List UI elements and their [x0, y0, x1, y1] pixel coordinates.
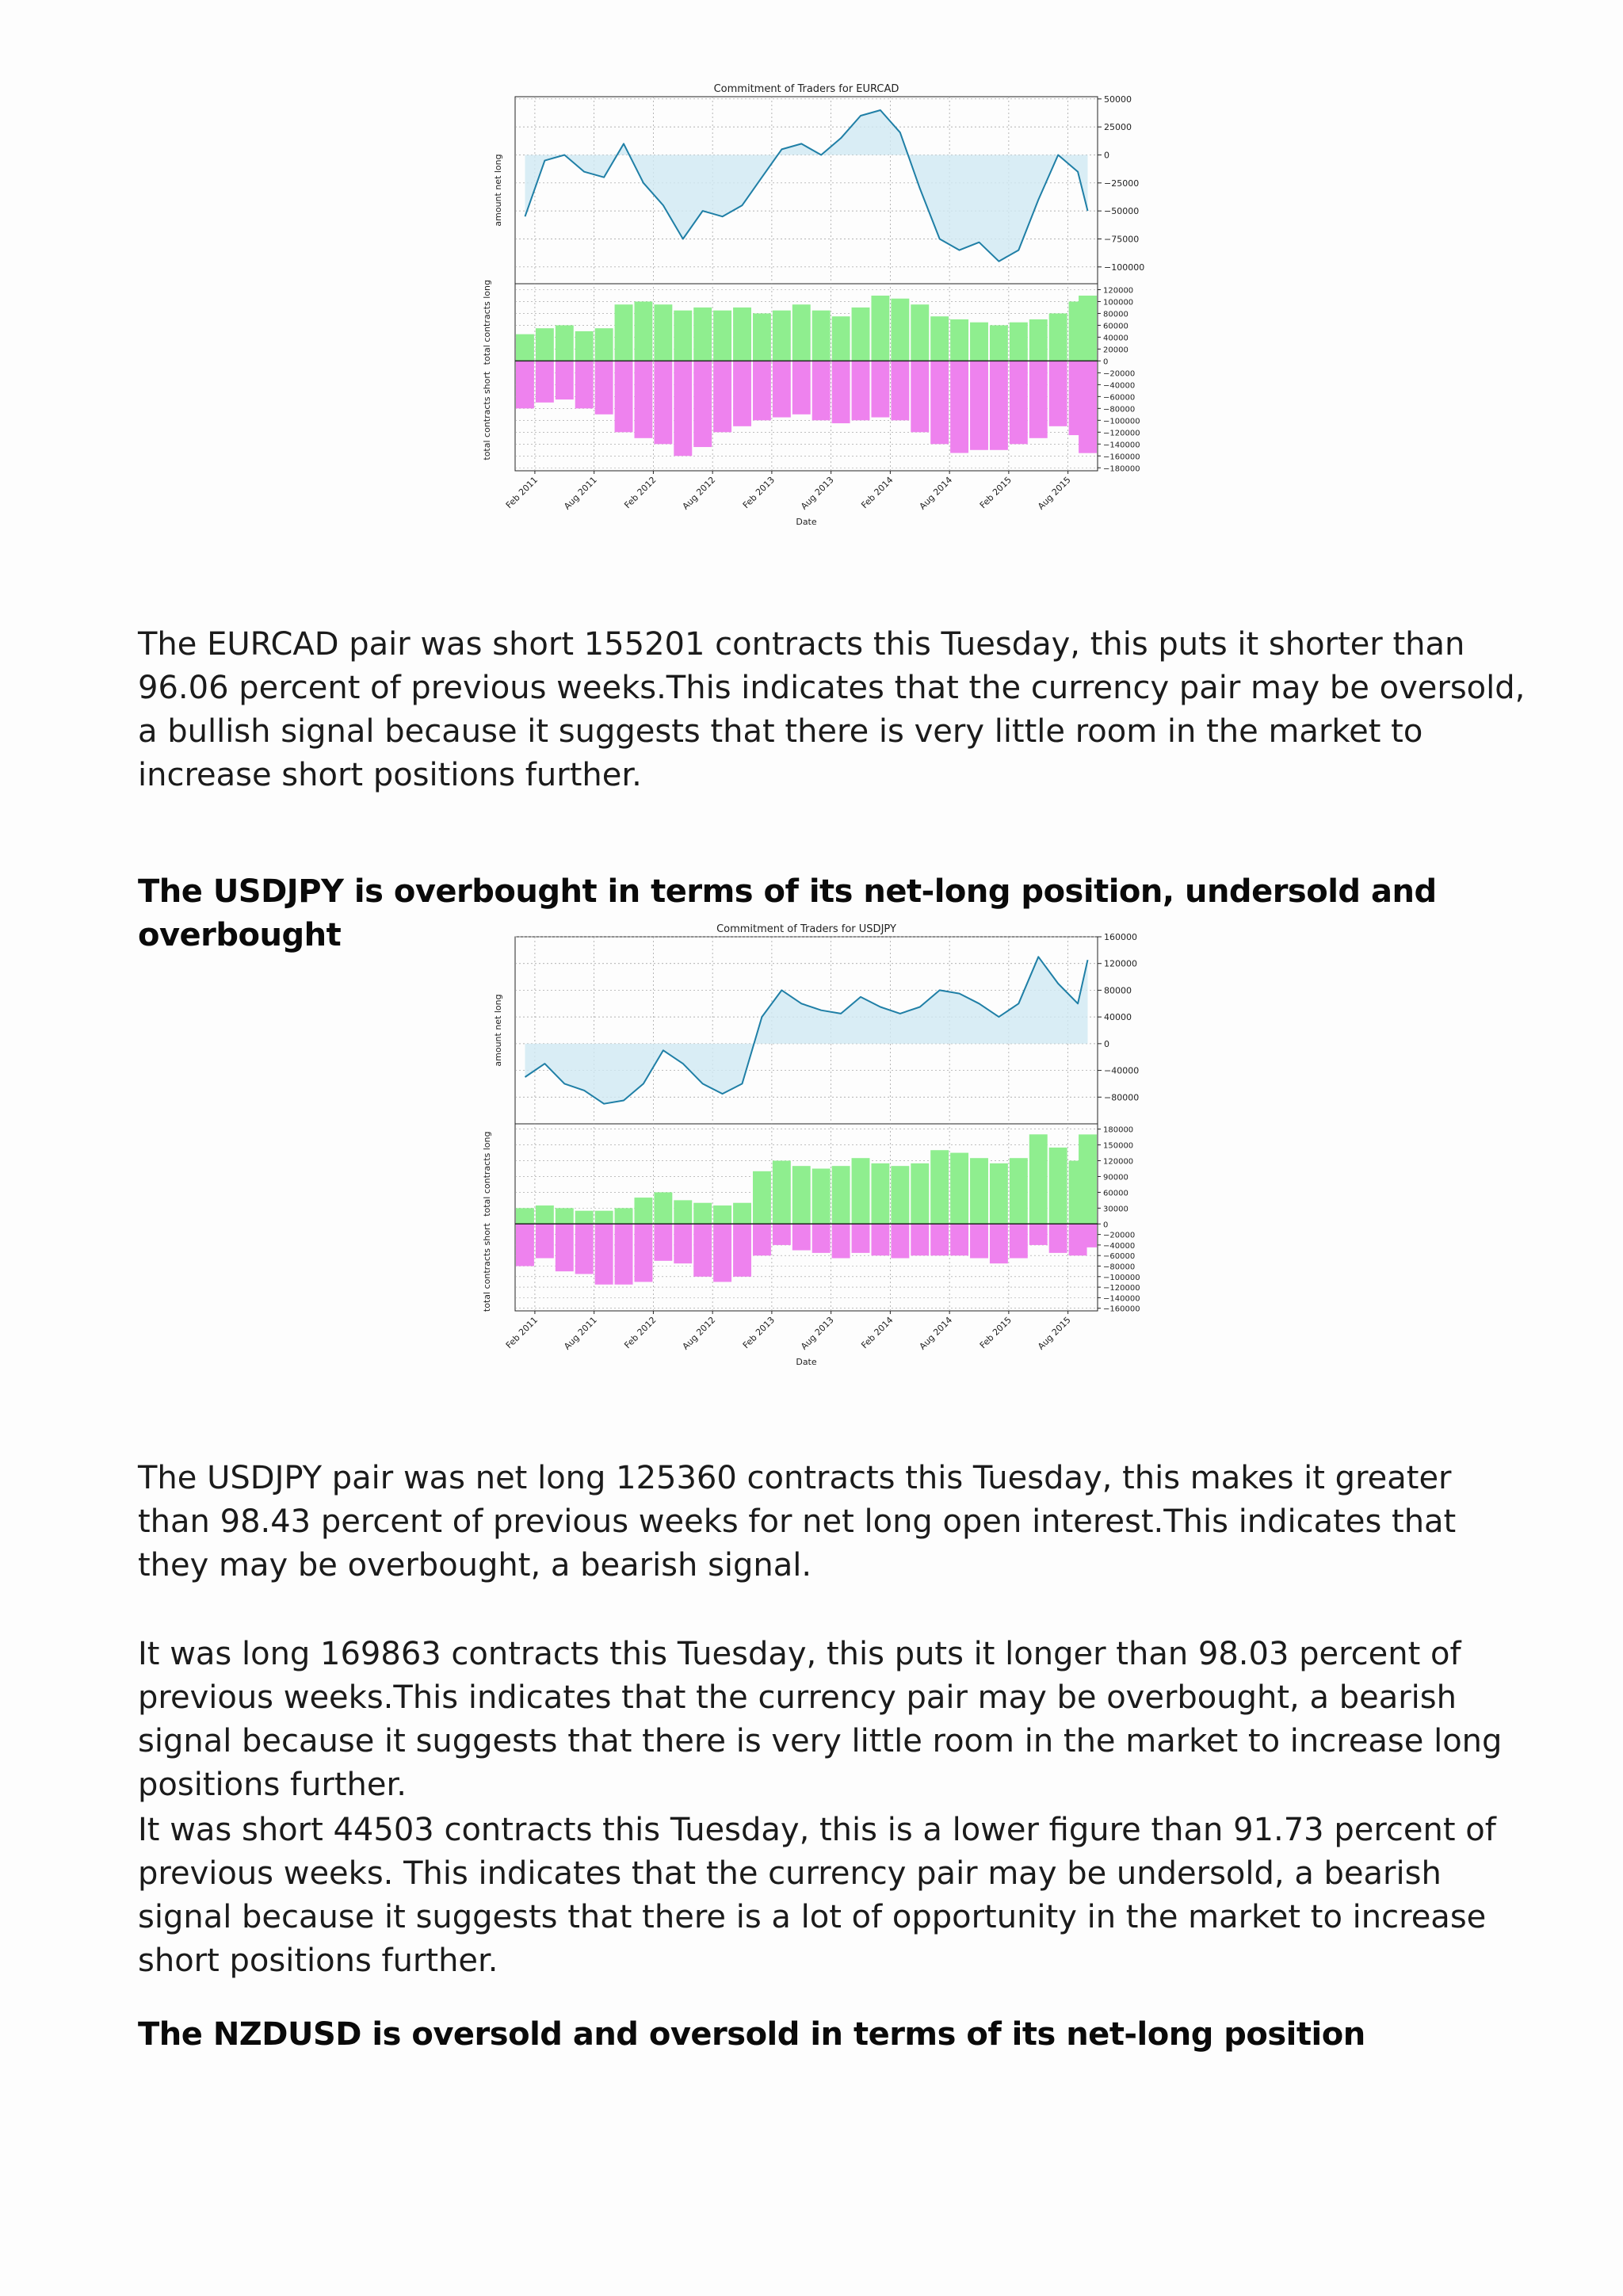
long-contracts-bar: [990, 325, 1008, 361]
long-contracts-bar: [773, 311, 791, 361]
short-contracts-bar: [713, 1224, 731, 1282]
net-y-tick-label: 40000: [1104, 1012, 1132, 1023]
short-contracts-bar: [930, 361, 949, 444]
short-contracts-bar: [911, 361, 929, 432]
short-contracts-bar: [852, 1224, 870, 1253]
nzdusd-heading: The NZDUSD is oversold and oversold in terms of its net-long position: [138, 2016, 1365, 2053]
long-contracts-bar: [733, 1203, 751, 1224]
short-contracts-bar: [812, 1224, 831, 1253]
x-tick-label: Aug 2013: [799, 474, 836, 512]
bar-y-tick-label: −20000: [1103, 1231, 1136, 1240]
short-contracts-bar: [733, 1224, 751, 1276]
bar-y-tick-label: 0: [1103, 1221, 1109, 1230]
bar-y-tick-label: −120000: [1103, 429, 1140, 438]
long-contracts-bar: [1079, 1134, 1097, 1224]
long-contracts-bar: [674, 311, 692, 361]
short-contracts-bar: [1029, 361, 1048, 437]
short-contracts-bar: [970, 1224, 988, 1258]
bar-y-tick-label: −140000: [1103, 441, 1140, 450]
long-contracts-bar: [556, 1208, 574, 1224]
x-tick-label: Feb 2015: [977, 474, 1014, 511]
chart-title: Commitment of Traders for USDJPY: [716, 923, 896, 935]
short-contracts-bar: [812, 361, 831, 420]
long-contracts-bar: [516, 334, 534, 361]
short-contracts-bar: [832, 361, 850, 423]
long-contracts-bar: [1029, 1134, 1048, 1224]
short-contracts-bar: [990, 1224, 1008, 1263]
short-contracts-bar: [930, 1224, 949, 1255]
short-contracts-bar: [615, 1224, 633, 1284]
bar-y-tick-label: −140000: [1103, 1294, 1140, 1304]
x-tick-label: Aug 2015: [1036, 474, 1073, 512]
net-axis-label: amount net long: [493, 154, 503, 227]
long-contracts-bar: [1079, 296, 1097, 361]
bar-y-tick-label: −100000: [1103, 1273, 1140, 1282]
usdjpy-short-paragraph: It was short 44503 contracts this Tuesday, this is a lower figure than 91.73 percent of previous weeks. This indicates that the currency pair may be undersold, a bearish signal because it suggests that there is a lot of opportunity in the market to increase short positions further.: [138, 1812, 1496, 1979]
usdjpy-net-long-paragraph: The USDJPY pair was net long 125360 contracts this Tuesday, this makes it greater than 98.43 percent of previous weeks for net long open interest.This indicates that they may be overbought, a bearish signal.: [138, 1460, 1457, 1584]
short-contracts-bar: [634, 361, 652, 437]
long-contracts-bar: [930, 316, 949, 361]
bar-y-tick-label: −160000: [1103, 1305, 1140, 1314]
net-long-fill: [525, 110, 1088, 262]
long-contracts-bar: [812, 311, 831, 361]
short-contracts-bar: [615, 361, 633, 432]
short-contracts-bar: [753, 361, 771, 420]
short-contracts-bar: [556, 361, 574, 399]
bar-y-tick-label: 20000: [1103, 346, 1128, 355]
usdjpy-cot-svg: [475, 919, 1189, 1379]
long-contracts-bar: [812, 1169, 831, 1224]
short-contracts-bar: [891, 361, 909, 420]
long-contracts-bar: [891, 1166, 909, 1224]
short-contracts-bar: [733, 361, 751, 426]
eurcad-summary-paragraph: The EURCAD pair was short 155201 contracts this Tuesday, this puts it shorter than 96.06 percent of previous weeks.This indicates that the currency pair may be oversold, a bullish signal because it suggests that there is very little room in the market to increase short positions further.: [138, 626, 1526, 793]
x-tick-label: Feb 2012: [622, 474, 659, 511]
long-contracts-bar: [852, 1158, 870, 1224]
short-contracts-bar: [595, 1224, 613, 1284]
x-tick-label: Aug 2013: [799, 1314, 836, 1352]
short-contracts-bar: [536, 361, 554, 402]
net-y-tick-label: −25000: [1104, 178, 1140, 189]
long-contracts-bar: [950, 1153, 968, 1224]
x-tick-label: Feb 2014: [859, 474, 896, 511]
short-contracts-bar: [713, 361, 731, 432]
long-contracts-bar: [615, 304, 633, 361]
long-contracts-bar: [970, 1158, 988, 1224]
long-contracts-bar: [950, 319, 968, 361]
short-contracts-bar: [693, 361, 712, 447]
short-contracts-bar: [871, 1224, 889, 1255]
long-contracts-bar: [753, 313, 771, 361]
short-axis-label: total contracts short: [482, 1223, 492, 1312]
long-contracts-bar: [970, 323, 988, 361]
bar-y-tick-label: −180000: [1103, 464, 1140, 474]
long-contracts-bar: [575, 1211, 594, 1224]
eurcad-cot-chart: [475, 79, 1189, 539]
long-contracts-bar: [911, 304, 929, 361]
bar-y-tick-label: −40000: [1103, 381, 1136, 391]
x-tick-label: Aug 2011: [562, 1314, 599, 1352]
short-contracts-bar: [575, 361, 594, 408]
short-axis-label: total contracts short: [482, 371, 492, 460]
short-contracts-bar: [634, 1224, 652, 1282]
bar-y-tick-label: −40000: [1103, 1241, 1136, 1251]
short-contracts-bar: [693, 1224, 712, 1276]
long-contracts-bar: [634, 1198, 652, 1224]
long-contracts-bar: [891, 299, 909, 361]
short-contracts-bar: [575, 1224, 594, 1274]
eurcad-cot-svg: [475, 79, 1189, 539]
long-contracts-bar: [595, 328, 613, 361]
short-contracts-bar: [773, 361, 791, 417]
net-y-tick-label: −50000: [1104, 206, 1140, 217]
net-y-tick-label: −100000: [1104, 262, 1145, 273]
bar-y-tick-label: −160000: [1103, 453, 1140, 462]
long-contracts-bar: [792, 1166, 811, 1224]
bar-y-tick-label: 80000: [1103, 310, 1128, 319]
bar-y-tick-label: 180000: [1103, 1125, 1134, 1135]
short-contracts-bar: [1049, 1224, 1067, 1253]
short-contracts-bar: [536, 1224, 554, 1258]
bar-y-tick-label: 40000: [1103, 334, 1128, 343]
bar-y-tick-label: −80000: [1103, 405, 1136, 415]
short-contracts-bar: [674, 361, 692, 456]
long-contracts-bar: [693, 308, 712, 361]
x-tick-label: Aug 2014: [917, 474, 955, 512]
net-y-tick-label: −40000: [1104, 1065, 1140, 1076]
x-axis-label: Date: [796, 1357, 817, 1367]
short-contracts-bar: [911, 1224, 929, 1255]
long-contracts-bar: [990, 1163, 1008, 1224]
short-contracts-bar: [852, 361, 870, 420]
bar-y-tick-label: 100000: [1103, 298, 1134, 308]
long-contracts-bar: [575, 331, 594, 361]
x-tick-label: Feb 2013: [740, 1314, 777, 1351]
long-contracts-bar: [773, 1161, 791, 1224]
bar-y-tick-label: 30000: [1103, 1205, 1128, 1214]
bar-y-tick-label: −20000: [1103, 369, 1136, 379]
long-contracts-bar: [753, 1171, 771, 1224]
net-y-tick-label: −75000: [1104, 234, 1140, 245]
bar-y-tick-label: 120000: [1103, 286, 1134, 296]
long-axis-label: total contracts long: [482, 1131, 492, 1217]
x-tick-label: Aug 2012: [680, 474, 718, 512]
short-contracts-bar: [792, 361, 811, 414]
x-tick-label: Feb 2013: [740, 474, 777, 511]
bar-y-tick-label: 0: [1103, 357, 1109, 367]
short-contracts-bar: [773, 1224, 791, 1245]
bar-y-tick-label: −100000: [1103, 417, 1140, 426]
short-contracts-bar: [950, 361, 968, 453]
long-contracts-bar: [792, 304, 811, 361]
long-contracts-bar: [615, 1208, 633, 1224]
short-contracts-bar: [1049, 361, 1067, 426]
bar-y-tick-label: 90000: [1103, 1173, 1128, 1182]
net-y-tick-label: 50000: [1104, 94, 1132, 105]
usdjpy-heading: The USDJPY is overbought in terms of its net-long position, undersold and overbought: [138, 873, 1437, 953]
long-contracts-bar: [713, 1205, 731, 1224]
long-contracts-bar: [852, 308, 870, 361]
short-contracts-bar: [674, 1224, 692, 1263]
long-contracts-bar: [1010, 1158, 1028, 1224]
short-contracts-bar: [1010, 361, 1028, 444]
long-contracts-bar: [674, 1200, 692, 1224]
bar-y-tick-label: −60000: [1103, 393, 1136, 403]
x-tick-label: Feb 2011: [503, 474, 540, 511]
bar-y-tick-label: 150000: [1103, 1141, 1134, 1151]
x-tick-label: Aug 2014: [917, 1314, 955, 1352]
long-contracts-bar: [556, 325, 574, 361]
usdjpy-long-paragraph: It was long 169863 contracts this Tuesday, this puts it longer than 98.03 percent of previous weeks.This indicates that the currency pair may be overbought, a bearish signal because it suggests that there is very little room in the market to increase long positions further.: [138, 1636, 1503, 1803]
x-tick-label: Aug 2015: [1036, 1314, 1073, 1352]
short-contracts-bar: [990, 361, 1008, 449]
short-contracts-bar: [516, 1224, 534, 1266]
chart-title: Commitment of Traders for EURCAD: [713, 83, 899, 95]
long-contracts-bar: [713, 311, 731, 361]
long-contracts-bar: [733, 308, 751, 361]
net-y-tick-label: 80000: [1104, 985, 1132, 996]
long-contracts-bar: [832, 316, 850, 361]
short-contracts-bar: [595, 361, 613, 414]
bar-y-tick-label: −80000: [1103, 1263, 1136, 1272]
net-axis-label: amount net long: [493, 994, 503, 1067]
long-contracts-bar: [634, 301, 652, 361]
net-y-tick-label: 0: [1104, 150, 1109, 161]
x-tick-label: Aug 2011: [562, 474, 599, 512]
long-contracts-bar: [832, 1166, 850, 1224]
long-contracts-bar: [654, 1192, 672, 1224]
net-y-tick-label: 160000: [1104, 932, 1137, 942]
net-y-tick-label: 120000: [1104, 958, 1137, 969]
x-tick-label: Feb 2015: [977, 1314, 1014, 1351]
short-contracts-bar: [871, 361, 889, 417]
short-contracts-bar: [654, 361, 672, 444]
bar-y-tick-label: −60000: [1103, 1252, 1136, 1262]
short-contracts-bar: [556, 1224, 574, 1271]
short-contracts-bar: [753, 1224, 771, 1255]
short-contracts-bar: [891, 1224, 909, 1258]
short-contracts-bar: [1029, 1224, 1048, 1245]
long-contracts-bar: [1010, 323, 1028, 361]
long-contracts-bar: [516, 1208, 534, 1224]
x-tick-label: Aug 2012: [680, 1314, 718, 1352]
long-contracts-bar: [693, 1203, 712, 1224]
long-contracts-bar: [536, 1205, 554, 1224]
long-contracts-bar: [595, 1211, 613, 1224]
long-contracts-bar: [911, 1163, 929, 1224]
long-contracts-bar: [930, 1150, 949, 1224]
bar-y-tick-label: 60000: [1103, 322, 1128, 331]
long-axis-label: total contracts long: [482, 280, 492, 365]
bar-y-tick-label: −120000: [1103, 1284, 1140, 1293]
long-contracts-bar: [871, 296, 889, 361]
long-contracts-bar: [1049, 313, 1067, 361]
short-contracts-bar: [950, 1224, 968, 1255]
net-y-tick-label: 25000: [1104, 122, 1132, 133]
net-long-fill: [525, 957, 1088, 1103]
long-contracts-bar: [654, 304, 672, 361]
usdjpy-cot-chart: [475, 919, 1189, 1379]
long-contracts-bar: [536, 328, 554, 361]
x-axis-label: Date: [796, 517, 817, 527]
long-contracts-bar: [1029, 319, 1048, 361]
short-contracts-bar: [832, 1224, 850, 1258]
x-tick-label: Feb 2012: [622, 1314, 659, 1351]
long-contracts-bar: [871, 1163, 889, 1224]
short-contracts-bar: [1079, 361, 1097, 453]
x-tick-label: Feb 2014: [859, 1314, 896, 1351]
x-tick-label: Feb 2011: [503, 1314, 540, 1351]
net-y-tick-label: 0: [1104, 1038, 1109, 1049]
long-contracts-bar: [1049, 1148, 1067, 1224]
short-contracts-bar: [516, 361, 534, 408]
short-contracts-bar: [1079, 1224, 1097, 1247]
short-contracts-bar: [654, 1224, 672, 1261]
net-y-tick-label: −80000: [1104, 1092, 1140, 1103]
short-contracts-bar: [1010, 1224, 1028, 1258]
bar-y-tick-label: 120000: [1103, 1157, 1134, 1167]
short-contracts-bar: [792, 1224, 811, 1250]
short-contracts-bar: [970, 361, 988, 449]
bar-y-tick-label: 60000: [1103, 1189, 1128, 1198]
